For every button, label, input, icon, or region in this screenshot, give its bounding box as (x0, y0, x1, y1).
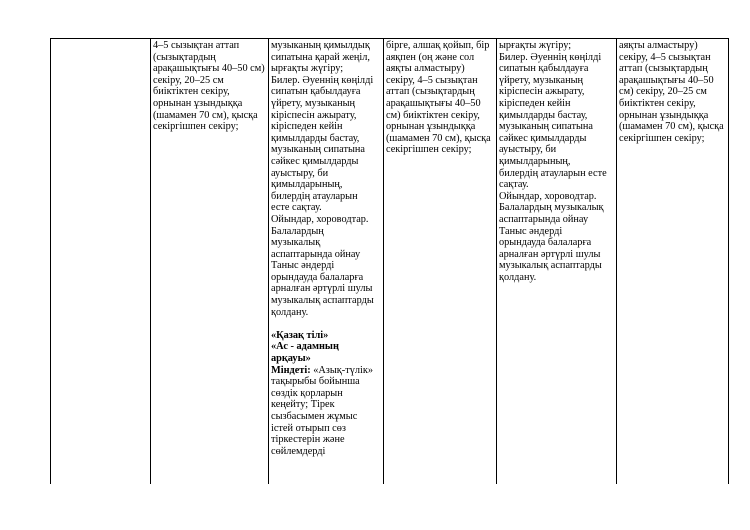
table-cell-col4 (499, 40, 615, 283)
table-cell-col5 (619, 40, 728, 144)
table-cell-col2 (271, 40, 383, 457)
table-border-right (728, 38, 729, 484)
table-border-col5 (616, 38, 617, 484)
cell-text: ырғақты жүгіру; Билер. Әуеннің көңілді сипатын қабылдауға үйрету, музыканың кіріспесін ажырату, кіріспеден кейін қимылдарды бастау, музыканың сипатына сәйкес қимылдарды ауыстыру, би қимылдарының, билердің атауларын есте сақтау. Ойындар, хороводтар. Балалардың музыкалық аспаптарында ойнау Таныс әндерді орындауда балаларға арналған әртүрлі шулы музыкалық аспаптарды қолдану. (499, 40, 607, 283)
table-border-left (50, 38, 51, 484)
table-border-col3 (383, 38, 384, 484)
objective-text: «Азық-түлік» тақырыбы бойынша сөздік қорларын кеңейту; Тірек сызбасымен жұмыс істей отырып сөз тіркестерін және сөйлемдерді (271, 364, 374, 457)
table-border-col4 (496, 38, 497, 484)
lesson-title: «Қазақ тілі» «Ас - адамның арқауы» (271, 329, 339, 365)
cell-text: бірге, алшақ қойып, бір аяқпен (оң және сол аяқты алмастыру) секіру, 4–5 сызықтан аттап (сызықтардың арақашықтығы 40–50 см) биіктіктен секіру, орнынан ұзындыққа (шамамен 70 см), қысқа секіргішпен секіру; (386, 40, 491, 156)
table-border-col2 (268, 38, 269, 484)
table-cell-col1 (153, 40, 267, 133)
objective-label: Міндеті: (271, 364, 311, 376)
cell-text: музыканың қимылдық сипатына қарай жеңіл, ырғақты жүгіру; Билер. Әуеннің көңілді сипатын қабылдауға үйрету, музыканың кіріспесін ажырату, кіріспеден кейін қимылдарды бастау, музыканың сипатына сәйкес қимылдарды ауыстыру, би қимылдарының, билердің атауларын есте сақтау. Ойындар, хороводтар. Балалардың музыкалық аспаптарында ойнау Таныс әндерді орындауда балаларға арналған әртүрлі шулы музыкалық аспаптарды қолдану. (271, 40, 374, 318)
table-top-border (50, 38, 728, 39)
cell-text: 4–5 сызықтан аттап (сызықтардың арақашықтығы 40–50 см) секіру, 20–25 см биіктіктен секіру, орнынан ұзындыққа (шамамен 70 см), қысқа секіргішпен секіру; (153, 40, 265, 133)
cell-text: аяқты алмастыру) секіру, 4–5 сызықтан аттап (сызықтардың арақашықтығы 40–50 см) секіру, 20–25 см биіктіктен секіру, орнынан ұзындыққа (шамамен 70 см), қысқа секіргішпен секіру; (619, 40, 724, 144)
table-cell-col3 (386, 40, 496, 156)
lesson-objective (271, 365, 383, 458)
table-border-col1 (150, 38, 151, 484)
